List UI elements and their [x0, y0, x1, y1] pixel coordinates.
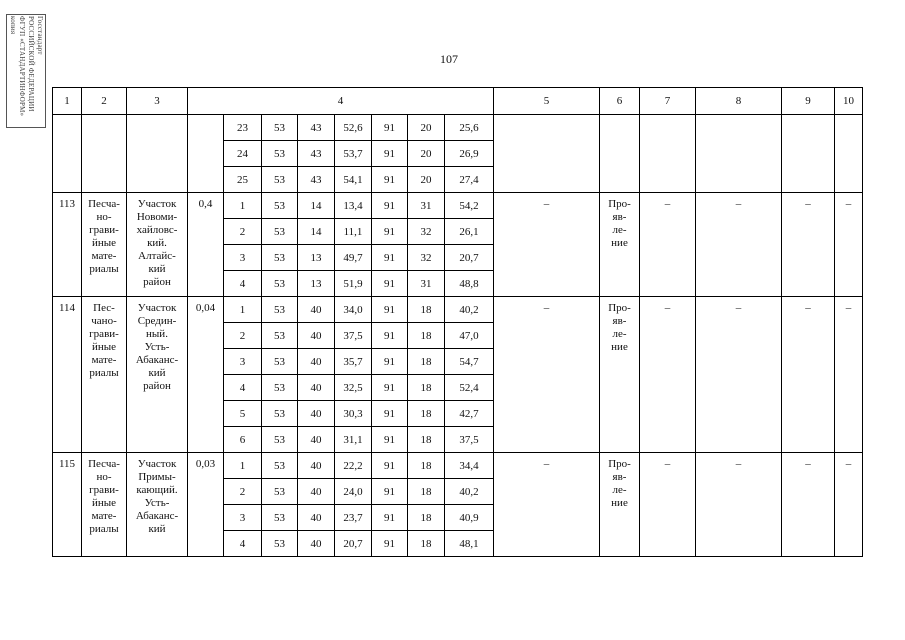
header-cell: 6 — [600, 88, 640, 115]
data-cell: 1 — [224, 453, 262, 479]
data-cell: 43 — [298, 167, 335, 193]
data-cell: 42,7 — [445, 401, 494, 427]
data-cell: 40,2 — [445, 479, 494, 505]
data-cell: 37,5 — [335, 323, 372, 349]
data-cell: 35,7 — [335, 349, 372, 375]
empty-cell — [494, 115, 600, 193]
stamp-text — [8, 16, 44, 124]
data-cell: 53,7 — [335, 141, 372, 167]
data-cell: 54,7 — [445, 349, 494, 375]
data-cell: 40,2 — [445, 297, 494, 323]
header-row — [53, 88, 863, 115]
data-cell: 43 — [298, 115, 335, 141]
value-cell: 0,04 — [188, 297, 224, 453]
data-cell: 14 — [298, 193, 335, 219]
data-cell: 40 — [298, 401, 335, 427]
data-cell: 31 — [408, 193, 445, 219]
header-cell: 5 — [494, 88, 600, 115]
data-cell: 18 — [408, 297, 445, 323]
data-cell: 40 — [298, 505, 335, 531]
data-cell: 1 — [224, 297, 262, 323]
data-cell: 18 — [408, 531, 445, 557]
data-cell: 14 — [298, 219, 335, 245]
empty-cell — [640, 115, 696, 193]
data-cell: 91 — [372, 167, 408, 193]
header-cell: 9 — [782, 88, 835, 115]
data-cell: 40 — [298, 375, 335, 401]
data-cell: 13,4 — [335, 193, 372, 219]
data-cell: 18 — [408, 349, 445, 375]
data-cell: 91 — [372, 375, 408, 401]
data-cell: 53 — [262, 479, 298, 505]
data-cell: 6 — [224, 427, 262, 453]
data-cell: 18 — [408, 323, 445, 349]
data-cell: 49,7 — [335, 245, 372, 271]
data-cell: 48,1 — [445, 531, 494, 557]
data-cell: 40 — [298, 427, 335, 453]
data-cell: 4 — [224, 271, 262, 297]
empty-cell — [82, 115, 127, 193]
data-cell: 51,9 — [335, 271, 372, 297]
col5-cell: – — [494, 193, 600, 297]
row-number: 113 — [53, 193, 82, 297]
data-cell: 43 — [298, 141, 335, 167]
data-cell: 5 — [224, 401, 262, 427]
data-cell: 54,2 — [445, 193, 494, 219]
data-cell: 53 — [262, 167, 298, 193]
col6-cell: Про- яв- ле- ние — [600, 453, 640, 557]
data-cell: 40 — [298, 323, 335, 349]
data-cell: 4 — [224, 375, 262, 401]
stamp-line: Госстандарт — [36, 16, 44, 55]
data-cell: 3 — [224, 245, 262, 271]
data-cell: 4 — [224, 531, 262, 557]
header-cell: 10 — [835, 88, 863, 115]
data-cell: 53 — [262, 349, 298, 375]
data-cell: 52,4 — [445, 375, 494, 401]
data-cell: 91 — [372, 271, 408, 297]
data-cell: 20,7 — [335, 531, 372, 557]
table-row — [53, 297, 863, 323]
col6-cell: Про- яв- ле- ние — [600, 193, 640, 297]
stamp-line: копия — [9, 16, 17, 35]
col7-cell: – — [640, 193, 696, 297]
data-cell: 40,9 — [445, 505, 494, 531]
data-cell: 91 — [372, 219, 408, 245]
col6-cell: Про- яв- ле- ние — [600, 297, 640, 453]
data-cell: 13 — [298, 271, 335, 297]
data-cell: 34,4 — [445, 453, 494, 479]
data-cell: 91 — [372, 505, 408, 531]
data-cell: 40 — [298, 297, 335, 323]
empty-cell — [127, 115, 188, 193]
col8-cell: – — [696, 193, 782, 297]
header-cell: 4 — [188, 88, 494, 115]
data-cell: 40 — [298, 479, 335, 505]
header-cell: 8 — [696, 88, 782, 115]
data-cell: 91 — [372, 531, 408, 557]
table-row — [53, 193, 863, 219]
data-cell: 32,5 — [335, 375, 372, 401]
stamp-line: ФГУП «СТАНДАРТИНФОРМ» — [18, 16, 26, 117]
empty-cell — [696, 115, 782, 193]
data-cell: 2 — [224, 219, 262, 245]
data-cell: 26,1 — [445, 219, 494, 245]
stamp-line: РОССИЙСКОЙ ФЕДЕРАЦИИ — [27, 16, 35, 112]
data-cell: 31,1 — [335, 427, 372, 453]
data-cell: 91 — [372, 193, 408, 219]
data-cell: 53 — [262, 427, 298, 453]
material-cell: Песча- но- грави- йные мате- риалы — [82, 193, 127, 297]
data-cell: 48,8 — [445, 271, 494, 297]
data-cell: 32 — [408, 245, 445, 271]
data-cell: 34,0 — [335, 297, 372, 323]
data-cell: 1 — [224, 193, 262, 219]
col9-cell: – — [782, 297, 835, 453]
data-cell: 26,9 — [445, 141, 494, 167]
empty-cell — [782, 115, 835, 193]
row-number: 114 — [53, 297, 82, 453]
data-cell: 53 — [262, 115, 298, 141]
header-cell: 7 — [640, 88, 696, 115]
data-cell: 53 — [262, 323, 298, 349]
data-cell: 20 — [408, 167, 445, 193]
data-cell: 53 — [262, 271, 298, 297]
data-cell: 52,6 — [335, 115, 372, 141]
data-cell: 91 — [372, 141, 408, 167]
table-row — [53, 115, 863, 141]
data-cell: 37,5 — [445, 427, 494, 453]
data-cell: 91 — [372, 115, 408, 141]
data-cell: 27,4 — [445, 167, 494, 193]
data-cell: 40 — [298, 349, 335, 375]
data-cell: 91 — [372, 401, 408, 427]
data-cell: 32 — [408, 219, 445, 245]
table-row — [53, 453, 863, 479]
data-cell: 22,2 — [335, 453, 372, 479]
data-cell: 23 — [224, 115, 262, 141]
col5-cell: – — [494, 297, 600, 453]
data-cell: 47,0 — [445, 323, 494, 349]
data-cell: 3 — [224, 349, 262, 375]
empty-cell — [188, 115, 224, 193]
data-cell: 53 — [262, 245, 298, 271]
col7-cell: – — [640, 297, 696, 453]
data-cell: 2 — [224, 323, 262, 349]
header-cell: 2 — [82, 88, 127, 115]
data-cell: 18 — [408, 427, 445, 453]
data-cell: 91 — [372, 297, 408, 323]
data-cell: 53 — [262, 297, 298, 323]
data-cell: 25 — [224, 167, 262, 193]
page-number: 107 — [440, 52, 458, 66]
data-cell: 54,1 — [335, 167, 372, 193]
data-cell: 30,3 — [335, 401, 372, 427]
col10-cell: – — [835, 193, 863, 297]
data-cell: 53 — [262, 141, 298, 167]
data-cell: 20 — [408, 141, 445, 167]
data-cell: 18 — [408, 375, 445, 401]
data-cell: 91 — [372, 245, 408, 271]
data-cell: 20,7 — [445, 245, 494, 271]
data-cell: 53 — [262, 453, 298, 479]
empty-cell — [835, 115, 863, 193]
row-number: 115 — [53, 453, 82, 557]
col9-cell: – — [782, 453, 835, 557]
data-cell: 2 — [224, 479, 262, 505]
col5-cell: – — [494, 453, 600, 557]
header-cell: 3 — [127, 88, 188, 115]
data-cell: 91 — [372, 323, 408, 349]
data-cell: 18 — [408, 401, 445, 427]
data-cell: 53 — [262, 219, 298, 245]
data-cell: 53 — [262, 531, 298, 557]
data-cell: 13 — [298, 245, 335, 271]
data-cell: 24,0 — [335, 479, 372, 505]
data-cell: 40 — [298, 453, 335, 479]
data-cell: 24 — [224, 141, 262, 167]
data-cell: 23,7 — [335, 505, 372, 531]
data-cell: 18 — [408, 453, 445, 479]
col10-cell: – — [835, 297, 863, 453]
col9-cell: – — [782, 193, 835, 297]
data-cell: 3 — [224, 505, 262, 531]
data-cell: 11,1 — [335, 219, 372, 245]
data-cell: 25,6 — [445, 115, 494, 141]
data-cell: 91 — [372, 349, 408, 375]
material-cell: Пес- чано- грави- йные мате- риалы — [82, 297, 127, 453]
data-table — [52, 87, 863, 557]
location-cell: Участок Примы- кающий. Усть- Абаканс- кий — [127, 453, 188, 557]
location-cell: Участок Новоми- хайловс- кий. Алтайс- кий район — [127, 193, 188, 297]
location-cell: Участок Средин- ный. Усть- Абаканс- кий район — [127, 297, 188, 453]
data-cell: 18 — [408, 505, 445, 531]
data-cell: 31 — [408, 271, 445, 297]
empty-cell — [600, 115, 640, 193]
data-cell: 91 — [372, 479, 408, 505]
col8-cell: – — [696, 297, 782, 453]
data-cell: 20 — [408, 115, 445, 141]
header-cell: 1 — [53, 88, 82, 115]
data-cell: 40 — [298, 531, 335, 557]
data-cell: 53 — [262, 193, 298, 219]
data-cell: 18 — [408, 479, 445, 505]
value-cell: 0,4 — [188, 193, 224, 297]
value-cell: 0,03 — [188, 453, 224, 557]
material-cell: Песча- но- грави- йные мате- риалы — [82, 453, 127, 557]
col7-cell: – — [640, 453, 696, 557]
empty-cell — [53, 115, 82, 193]
data-cell: 53 — [262, 401, 298, 427]
data-cell: 53 — [262, 505, 298, 531]
col10-cell: – — [835, 453, 863, 557]
data-cell: 53 — [262, 375, 298, 401]
col8-cell: – — [696, 453, 782, 557]
data-cell: 91 — [372, 453, 408, 479]
data-cell: 91 — [372, 427, 408, 453]
